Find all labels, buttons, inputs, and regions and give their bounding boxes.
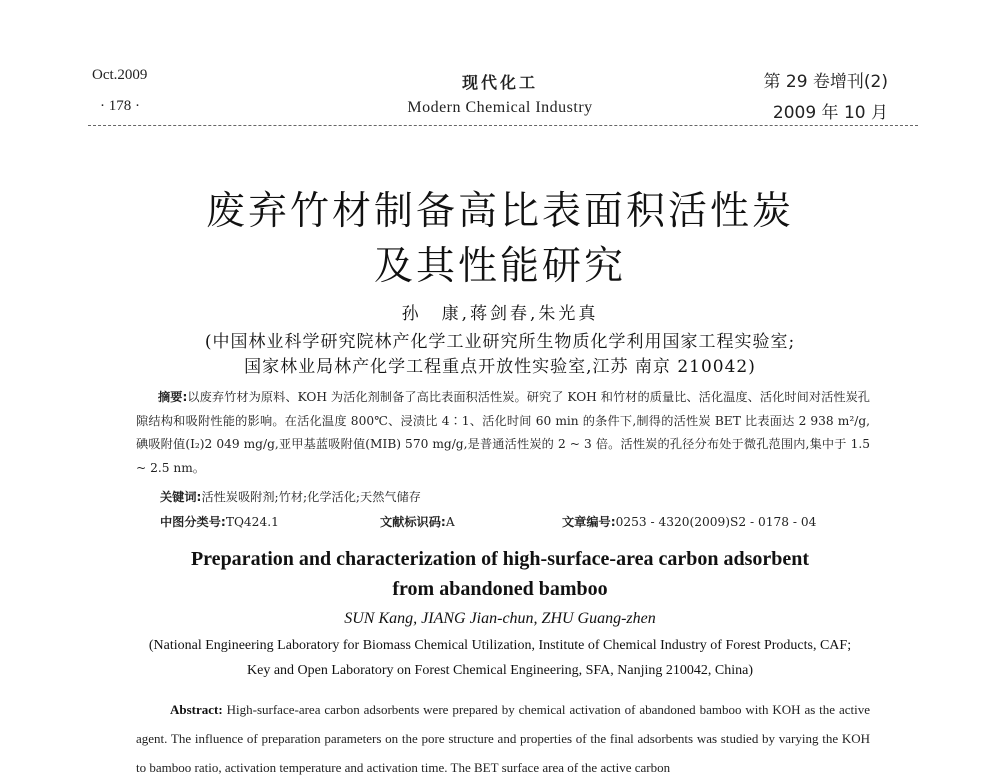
abstract-cn-text: 以废弃竹材为原料、KOH 为活化剂制备了高比表面积活性炭。研究了 KOH 和竹材的质量比、活化温度、活化时间对活性炭孔隙结构和吸附性能的影响。在活化温度 800℃、浸渍比 4∶1、活化时间 60 min 的条件下,制得的活性炭 BET 比表面达 2 938 m²/g,碘吸附值(I₂)2 049 mg/g,亚甲基蓝吸附值(MIB) 570 mg/g,是普通活性炭的 2 ~ 3 倍。活性炭的孔径分布处于微孔范围内,集中于 1.5 ~ 2.5 nm。: [136, 390, 870, 475]
header-issue-date: 2009 年 10 月: [772, 103, 888, 123]
keywords-cn: [160, 488, 421, 505]
doc-code-value: A: [445, 515, 455, 529]
abstract-en: [136, 695, 870, 782]
abstract-en-label: Abstract:: [170, 702, 223, 717]
doc-code-label: 文献标识码:: [380, 515, 446, 529]
keywords-cn-label: 关键词:: [160, 490, 202, 504]
header-page-number: · 178 ·: [100, 98, 140, 114]
abstract-cn-label: 摘要:: [158, 390, 188, 404]
header-divider: [88, 125, 918, 126]
article-no-label: 文章编号:: [562, 515, 616, 529]
header-journal-name-cn: 现代化工: [461, 73, 538, 92]
title-en-line1: Preparation and characterization of high-surface-area carbon adsorbent: [190, 548, 810, 570]
clc-label: 中图分类号:: [160, 515, 226, 529]
article-number: [562, 513, 816, 530]
article-no-value: 0253 - 4320(2009)S2 - 0178 - 04: [615, 515, 817, 529]
keywords-cn-text: 活性炭吸附剂;竹材;化学活化;天然气储存: [201, 490, 421, 504]
document-code: [380, 513, 455, 530]
title-cn-line2: 及其性能研究: [373, 244, 626, 289]
header-journal-name-en: Modern Chemical Industry: [407, 99, 593, 116]
header-volume: 第 29 卷增刊(2): [763, 72, 888, 92]
authors-cn: 孙 康,蒋剑春,朱光真: [401, 304, 599, 324]
clc-number: [160, 513, 279, 530]
header-date: Oct.2009: [92, 67, 148, 83]
affiliation-cn-line2: 国家林业局林产化学工程重点开放性实验室,江苏 南京 210042): [244, 357, 756, 377]
clc-value: TQ424.1: [225, 515, 279, 529]
title-cn-line1: 废弃竹材制备高比表面积活性炭: [205, 189, 794, 234]
affiliation-en-line2: Key and Open Laboratory on Forest Chemical Engineering, SFA, Nanjing 210042, China): [247, 663, 753, 678]
abstract-cn: [136, 386, 870, 480]
title-en-line2: from abandoned bamboo: [392, 578, 608, 600]
affiliation-en-line1: (National Engineering Laboratory for Biomass Chemical Utilization, Institute of Chemical Industry of Forest Products, CAF;: [148, 638, 852, 653]
affiliation-cn-line1: (中国林业科学研究院林产化学工业研究所生物质化学利用国家工程实验室;: [204, 332, 796, 352]
abstract-en-text: High-surface-area carbon adsorbents were prepared by chemical activation of abandoned bamboo with KOH as the active agent. The influence of preparation parameters on the pore structure and properties of the final adsorbents was studied by varying the KOH to bamboo ratio, activation temperature and activation time. The BET surface area of the active carbon: [136, 702, 871, 775]
authors-en: SUN Kang, JIANG Jian-chun, ZHU Guang-zhen: [344, 610, 656, 627]
